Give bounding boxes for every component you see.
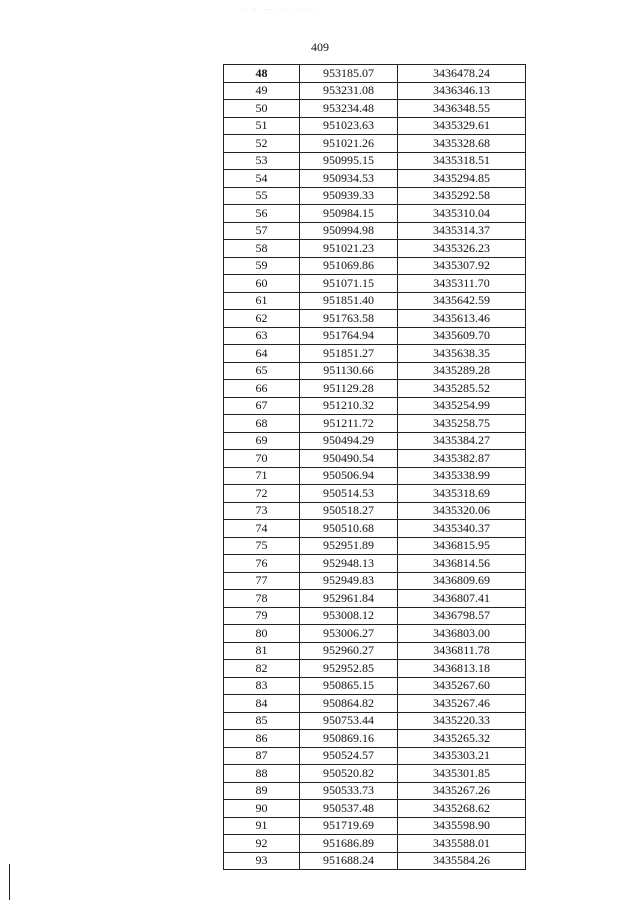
x-coordinate-cell: 950869.16 [300, 730, 398, 748]
point-number-cell: 49 [224, 82, 300, 100]
x-coordinate-cell: 952949.83 [300, 572, 398, 590]
coordinates-table [223, 64, 526, 870]
y-coordinate-cell: 3436478.24 [398, 65, 526, 83]
y-coordinate-cell: 3436815.95 [398, 537, 526, 555]
point-number-cell: 69 [224, 432, 300, 450]
table-row [224, 275, 526, 293]
coordinates-table-body [224, 65, 526, 870]
point-number-cell: 81 [224, 642, 300, 660]
y-coordinate-cell: 3436813.18 [398, 660, 526, 678]
table-row [224, 817, 526, 835]
table-row [224, 677, 526, 695]
table-row [224, 537, 526, 555]
x-coordinate-cell: 950864.82 [300, 695, 398, 713]
point-number-cell: 71 [224, 467, 300, 485]
point-number-cell: 59 [224, 257, 300, 275]
x-coordinate-cell: 950994.98 [300, 222, 398, 240]
y-coordinate-cell: 3435254.99 [398, 397, 526, 415]
x-coordinate-cell: 951130.66 [300, 362, 398, 380]
table-row [224, 82, 526, 100]
x-coordinate-cell: 951021.23 [300, 240, 398, 258]
x-coordinate-cell: 950524.57 [300, 747, 398, 765]
point-number-cell: 89 [224, 782, 300, 800]
y-coordinate-cell: 3436803.00 [398, 625, 526, 643]
x-coordinate-cell: 951211.72 [300, 415, 398, 433]
point-number-cell: 79 [224, 607, 300, 625]
table-row [224, 835, 526, 853]
y-coordinate-cell: 3435588.01 [398, 835, 526, 853]
point-number-cell: 53 [224, 152, 300, 170]
y-coordinate-cell: 3435320.06 [398, 502, 526, 520]
point-number-cell: 72 [224, 485, 300, 503]
y-coordinate-cell: 3435609.70 [398, 327, 526, 345]
point-number-cell: 78 [224, 590, 300, 608]
point-number-cell: 64 [224, 345, 300, 363]
x-coordinate-cell: 951688.24 [300, 852, 398, 870]
table-row [224, 117, 526, 135]
page-number: 409 [311, 40, 329, 54]
table-row [224, 607, 526, 625]
x-coordinate-cell: 953185.07 [300, 65, 398, 83]
x-coordinate-cell: 951071.15 [300, 275, 398, 293]
point-number-cell: 52 [224, 135, 300, 153]
table-row [224, 467, 526, 485]
point-number-cell: 67 [224, 397, 300, 415]
table-row [224, 747, 526, 765]
table-row [224, 642, 526, 660]
point-number-cell: 74 [224, 520, 300, 538]
table-row [224, 380, 526, 398]
point-number-cell: 63 [224, 327, 300, 345]
x-coordinate-cell: 950865.15 [300, 677, 398, 695]
x-coordinate-cell: 951069.86 [300, 257, 398, 275]
x-coordinate-cell: 951023.63 [300, 117, 398, 135]
table-row [224, 397, 526, 415]
x-coordinate-cell: 953231.08 [300, 82, 398, 100]
y-coordinate-cell: 3435326.23 [398, 240, 526, 258]
table-row [224, 572, 526, 590]
table-row [224, 450, 526, 468]
y-coordinate-cell: 3435267.46 [398, 695, 526, 713]
y-coordinate-cell: 3435220.33 [398, 712, 526, 730]
y-coordinate-cell: 3435311.70 [398, 275, 526, 293]
table-row [224, 852, 526, 870]
x-coordinate-cell: 951764.94 [300, 327, 398, 345]
y-coordinate-cell: 3435310.04 [398, 205, 526, 223]
y-coordinate-cell: 3435267.60 [398, 677, 526, 695]
x-coordinate-cell: 951021.26 [300, 135, 398, 153]
y-coordinate-cell: 3436346.13 [398, 82, 526, 100]
y-coordinate-cell: 3435340.37 [398, 520, 526, 538]
y-coordinate-cell: 3435289.28 [398, 362, 526, 380]
table-row [224, 730, 526, 748]
point-number-cell: 77 [224, 572, 300, 590]
table-row [224, 292, 526, 310]
table-row [224, 345, 526, 363]
y-coordinate-cell: 3436798.57 [398, 607, 526, 625]
x-coordinate-cell: 950520.82 [300, 765, 398, 783]
table-row [224, 520, 526, 538]
y-coordinate-cell: 3436348.55 [398, 100, 526, 118]
table-row [224, 65, 526, 83]
point-number-cell: 73 [224, 502, 300, 520]
point-number-cell: 57 [224, 222, 300, 240]
y-coordinate-cell: 3435318.69 [398, 485, 526, 503]
point-number-cell: 60 [224, 275, 300, 293]
x-coordinate-cell: 950506.94 [300, 467, 398, 485]
point-number-cell: 90 [224, 800, 300, 818]
point-number-cell: 75 [224, 537, 300, 555]
x-coordinate-cell: 950934.53 [300, 170, 398, 188]
point-number-cell: 88 [224, 765, 300, 783]
y-coordinate-cell: 3435584.26 [398, 852, 526, 870]
x-coordinate-cell: 951210.32 [300, 397, 398, 415]
table-row [224, 310, 526, 328]
x-coordinate-cell: 950984.15 [300, 205, 398, 223]
x-coordinate-cell: 953234.48 [300, 100, 398, 118]
point-number-cell: 83 [224, 677, 300, 695]
y-coordinate-cell: 3435303.21 [398, 747, 526, 765]
y-coordinate-cell: 3435292.58 [398, 187, 526, 205]
table-row [224, 765, 526, 783]
point-number-cell: 68 [224, 415, 300, 433]
y-coordinate-cell: 3435301.85 [398, 765, 526, 783]
point-number-cell: 84 [224, 695, 300, 713]
x-coordinate-cell: 951763.58 [300, 310, 398, 328]
y-coordinate-cell: 3435307.92 [398, 257, 526, 275]
y-coordinate-cell: 3435285.52 [398, 380, 526, 398]
y-coordinate-cell: 3435318.51 [398, 152, 526, 170]
table-row [224, 625, 526, 643]
point-number-cell: 85 [224, 712, 300, 730]
point-number-cell: 65 [224, 362, 300, 380]
y-coordinate-cell: 3435338.99 [398, 467, 526, 485]
table-row [224, 187, 526, 205]
x-coordinate-cell: 952948.13 [300, 555, 398, 573]
table-row [224, 415, 526, 433]
y-coordinate-cell: 3435268.62 [398, 800, 526, 818]
y-coordinate-cell: 3435314.37 [398, 222, 526, 240]
point-number-cell: 93 [224, 852, 300, 870]
table-row [224, 695, 526, 713]
point-number-cell: 70 [224, 450, 300, 468]
point-number-cell: 61 [224, 292, 300, 310]
point-number-cell: 66 [224, 380, 300, 398]
scan-smudge: · ' ·· ···· · ·· · ···· · [240, 6, 318, 14]
x-coordinate-cell: 951129.28 [300, 380, 398, 398]
y-coordinate-cell: 3435598.90 [398, 817, 526, 835]
x-coordinate-cell: 950939.33 [300, 187, 398, 205]
table-row [224, 590, 526, 608]
x-coordinate-cell: 952961.84 [300, 590, 398, 608]
x-coordinate-cell: 950514.53 [300, 485, 398, 503]
x-coordinate-cell: 951851.27 [300, 345, 398, 363]
x-coordinate-cell: 950995.15 [300, 152, 398, 170]
table-row [224, 712, 526, 730]
table-row [224, 327, 526, 345]
x-coordinate-cell: 952951.89 [300, 537, 398, 555]
x-coordinate-cell: 950537.48 [300, 800, 398, 818]
table-row [224, 555, 526, 573]
x-coordinate-cell: 952960.27 [300, 642, 398, 660]
point-number-cell: 50 [224, 100, 300, 118]
y-coordinate-cell: 3436807.41 [398, 590, 526, 608]
table-row [224, 100, 526, 118]
table-row [224, 152, 526, 170]
point-number-cell: 55 [224, 187, 300, 205]
point-number-cell: 91 [224, 817, 300, 835]
point-number-cell: 62 [224, 310, 300, 328]
x-coordinate-cell: 950533.73 [300, 782, 398, 800]
x-coordinate-cell: 952952.85 [300, 660, 398, 678]
y-coordinate-cell: 3435265.32 [398, 730, 526, 748]
y-coordinate-cell: 3435329.61 [398, 117, 526, 135]
y-coordinate-cell: 3435384.27 [398, 432, 526, 450]
table-row [224, 485, 526, 503]
table-row [224, 782, 526, 800]
point-number-cell: 76 [224, 555, 300, 573]
table-row [224, 362, 526, 380]
point-number-cell: 82 [224, 660, 300, 678]
y-coordinate-cell: 3436811.78 [398, 642, 526, 660]
table-row [224, 170, 526, 188]
table-row [224, 257, 526, 275]
point-number-cell: 80 [224, 625, 300, 643]
table-row [224, 800, 526, 818]
point-number-cell: 87 [224, 747, 300, 765]
y-coordinate-cell: 3435328.68 [398, 135, 526, 153]
table-row [224, 502, 526, 520]
y-coordinate-cell: 3435382.87 [398, 450, 526, 468]
point-number-cell: 51 [224, 117, 300, 135]
y-coordinate-cell: 3435258.75 [398, 415, 526, 433]
point-number-cell: 86 [224, 730, 300, 748]
x-coordinate-cell: 950490.54 [300, 450, 398, 468]
x-coordinate-cell: 950494.29 [300, 432, 398, 450]
x-coordinate-cell: 950753.44 [300, 712, 398, 730]
table-row [224, 205, 526, 223]
table-row [224, 432, 526, 450]
point-number-cell: 92 [224, 835, 300, 853]
x-coordinate-cell: 951851.40 [300, 292, 398, 310]
x-coordinate-cell: 953008.12 [300, 607, 398, 625]
y-coordinate-cell: 3435638.35 [398, 345, 526, 363]
x-coordinate-cell: 951686.89 [300, 835, 398, 853]
table-row [224, 240, 526, 258]
table-row [224, 222, 526, 240]
margin-line [9, 864, 10, 900]
point-number-cell: 54 [224, 170, 300, 188]
x-coordinate-cell: 953006.27 [300, 625, 398, 643]
point-number-cell: 58 [224, 240, 300, 258]
y-coordinate-cell: 3435613.46 [398, 310, 526, 328]
table-row [224, 135, 526, 153]
y-coordinate-cell: 3436814.56 [398, 555, 526, 573]
x-coordinate-cell: 950510.68 [300, 520, 398, 538]
x-coordinate-cell: 951719.69 [300, 817, 398, 835]
y-coordinate-cell: 3436809.69 [398, 572, 526, 590]
y-coordinate-cell: 3435294.85 [398, 170, 526, 188]
point-number-cell: 48 [224, 65, 300, 83]
table-row [224, 660, 526, 678]
point-number-cell: 56 [224, 205, 300, 223]
y-coordinate-cell: 3435267.26 [398, 782, 526, 800]
x-coordinate-cell: 950518.27 [300, 502, 398, 520]
y-coordinate-cell: 3435642.59 [398, 292, 526, 310]
